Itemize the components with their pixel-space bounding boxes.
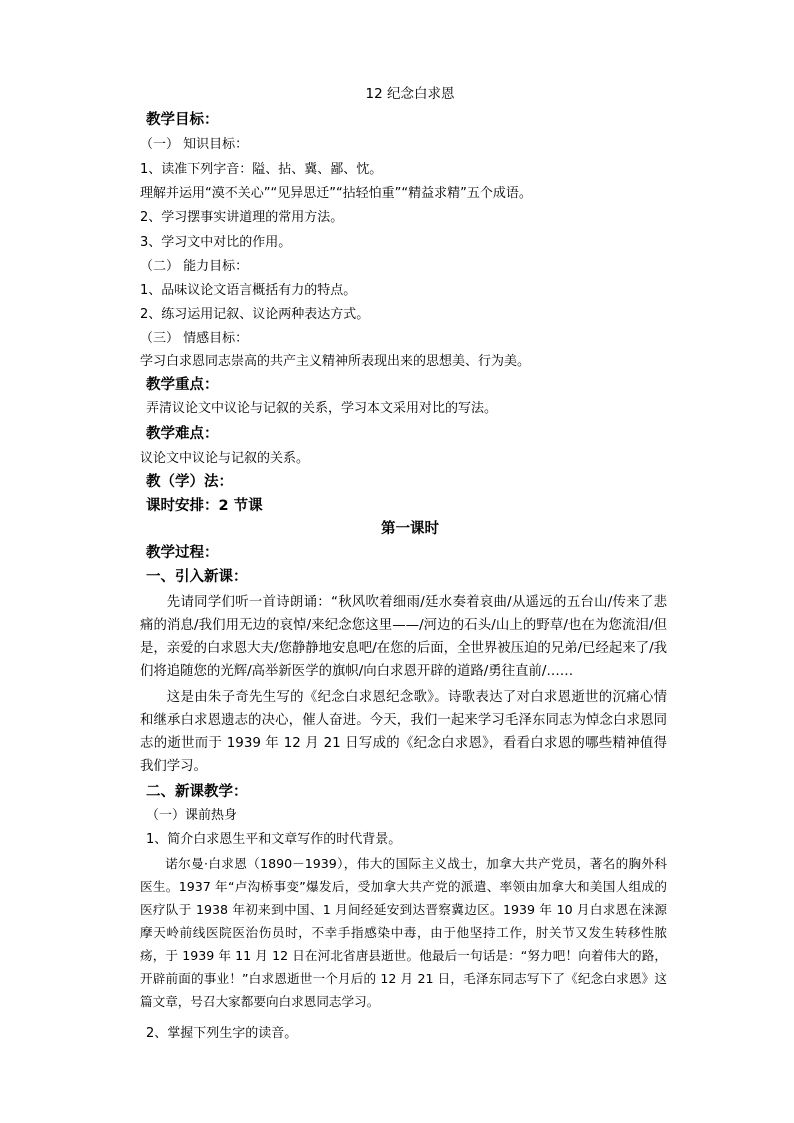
knowledge-goals-heading: （一） 知识目标： <box>140 137 249 152</box>
ability-goal-2: 2、练习运用记叙、议论两种表达方式。 <box>140 307 370 322</box>
pronunciation-item: 2、掌握下列生字的读音。 <box>146 1026 298 1041</box>
difficult-points-text: 议论文中议论与记叙的关系。 <box>140 451 310 466</box>
key-points-text: 弄清议论文中议论与记叙的关系，学习本文采用对比的写法。 <box>146 401 498 416</box>
lesson-one-heading: 第一课时 <box>381 521 439 537</box>
schedule-heading: 课时安排：2 节课 <box>146 498 263 514</box>
ability-goals-heading: （二） 能力目标： <box>140 259 249 274</box>
new-lesson-heading: 二、新课教学： <box>146 784 248 800</box>
poem-comment-paragraph: 这是由朱子奇先生写的《纪念白求恩纪念歌》。诗歌表达了对白求恩逝世的沉痛心情和继承白求恩遗志的决心，催人奋进。今天，我们一起来学习毛泽东同志为悼念白求恩同志的逝世而于 1939 年 12 月 21 日写成的《纪念白求恩》，看看白求恩的哪些精神值得我们学习。 <box>140 690 667 774</box>
teaching-process-heading: 教学过程： <box>146 545 219 561</box>
knowledge-goal-1: 1、读准下列字音：隘、拈、冀、鄙、忱。 <box>140 162 383 177</box>
difficult-points-heading: 教学难点： <box>146 426 219 442</box>
poem-paragraph: 先请同学们听一首诗朗诵：“秋风吹着细雨/廷水奏着哀曲/从遥远的五台山/传来了悲痛的消息/我们用无边的哀悼/来纪念您这里——/河边的石头/山上的野草/也在为您流泪/但是，亲爱的白求恩大夫/您静静地安息吧/在您的后面，全世界被压迫的兄弟/已经起来了/我们将追随您的光辉/高举新医学的旗帜/向白求恩开辟的道路/勇往直前/…… <box>140 595 667 679</box>
knowledge-goal-2: 2、学习摆事实讲道理的常用方法。 <box>140 210 344 225</box>
emotion-goals-heading: （三） 情感目标： <box>140 331 249 346</box>
knowledge-goal-1b: 理解并运用“漠不关心”“见异思迁”“拈轻怕重”“精益求精”五个成语。 <box>140 186 532 201</box>
biography-paragraph: 诺尔曼·白求恩（1890－1939），伟大的国际主义战士，加拿大共产党员，著名的胸外科医生。1937 年“卢沟桥事变”爆发后，受加拿大共产党的派遣、率领由加拿大和美国人组成的医疗队于 1938 年初来到中国、1 月间经延安到达晋察冀边区。1939 年 10 月白求恩在涞源摩天岭前线医院医治伤员时，不幸手指感染中毒，由于他坚持工作，肘关节又发生转移性脓疡，于 1939 年 11 月 12 日在河北省唐县逝世。他最后一句话是：“努力吧！向着伟大的路，开辟前面的事业！”白求恩逝世一个月后的 12 月 21 日，毛泽东同志写下了《纪念白求恩》这篇文章，号召大家都要向白求恩同志学习。 <box>140 856 667 1009</box>
document-title: 12 纪念白求恩 <box>365 86 455 102</box>
key-points-heading: 教学重点： <box>146 377 219 393</box>
ability-goal-1: 1、品味议论文语言概括有力的特点。 <box>140 283 357 298</box>
warmup-heading: （一）课前热身 <box>146 808 238 823</box>
intro-heading: 一、引入新课： <box>146 569 248 585</box>
background-item: 1、简介白求恩生平和文章写作的时代背景。 <box>146 832 402 847</box>
knowledge-goal-3: 3、学习文中对比的作用。 <box>140 235 292 250</box>
emotion-goal-1: 学习白求恩同志崇高的共产主义精神所表现出来的思想美、行为美。 <box>140 354 531 369</box>
teaching-method-heading: 教（学）法： <box>146 474 233 490</box>
teaching-goals-heading: 教学目标： <box>146 112 219 128</box>
